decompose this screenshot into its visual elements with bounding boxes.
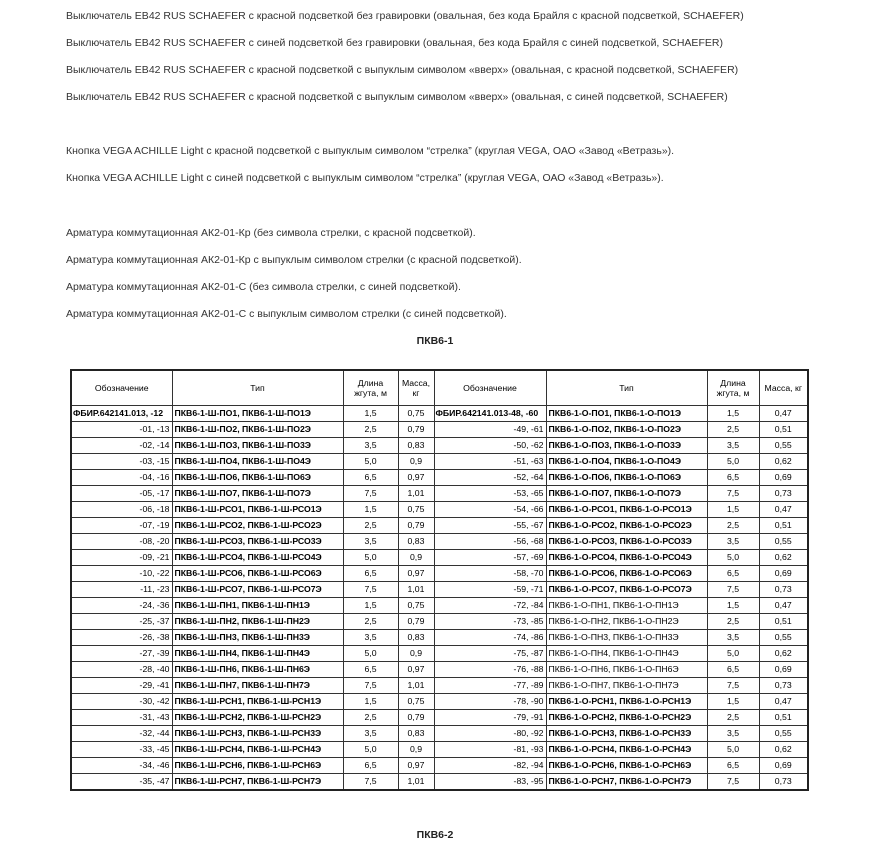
text-line-4: Выключатель ЕВ42 RUS SCHAEFER с красной подсветкой с выпуклым символом «вверх» (овальная, с синей подсветкой, SCHAEFER): [66, 91, 728, 103]
cell-designation-2: -75, -87: [434, 646, 546, 662]
cell-designation-2: -52, -64: [434, 470, 546, 486]
table-row: [71, 710, 808, 726]
cell-type: ПКВ6-1-Ш-ПН1, ПКВ6-1-Ш-ПН1Э: [172, 598, 343, 614]
cell-type-2: ПКВ6-1-О-РСН6, ПКВ6-1-О-РСН6Э: [546, 758, 707, 774]
cell-length-2: 1,5: [707, 502, 759, 518]
cell-type: ПКВ6-1-Ш-ПО4, ПКВ6-1-Ш-ПО4Э: [172, 454, 343, 470]
table-row: [71, 758, 808, 774]
cell-length: 5,0: [343, 454, 398, 470]
cell-mass-2: 0,55: [759, 630, 808, 646]
cell-mass-2: 0,47: [759, 502, 808, 518]
cell-designation: -03, -15: [71, 454, 172, 470]
cell-type-2: ПКВ6-1-О-ПО1, ПКВ6-1-О-ПО1Э: [546, 406, 707, 422]
cell-type: ПКВ6-1-Ш-РСО7, ПКВ6-1-Ш-РСО7Э: [172, 582, 343, 598]
cell-designation: -09, -21: [71, 550, 172, 566]
cell-mass: 0,75: [398, 502, 434, 518]
cell-length-2: 3,5: [707, 630, 759, 646]
cell-type-2: ПКВ6-1-О-ПО2, ПКВ6-1-О-ПО2Э: [546, 422, 707, 438]
text-line-8: Арматура коммутационная АК2-01-Кр с выпуклым символом стрелки (с красной подсветкой).: [66, 254, 522, 266]
cell-length-2: 6,5: [707, 662, 759, 678]
table-row: [71, 598, 808, 614]
cell-length: 5,0: [343, 646, 398, 662]
cell-length-2: 6,5: [707, 758, 759, 774]
cell-length: 2,5: [343, 614, 398, 630]
cell-designation: -31, -43: [71, 710, 172, 726]
text-line-7: Арматура коммутационная АК2-01-Кр (без символа стрелки, с красной подсветкой).: [66, 227, 476, 239]
cell-designation: -34, -46: [71, 758, 172, 774]
cell-length-2: 7,5: [707, 486, 759, 502]
cell-mass: 0,83: [398, 630, 434, 646]
cell-type-2: ПКВ6-1-О-РСН3, ПКВ6-1-О-РСН3Э: [546, 726, 707, 742]
cell-designation-2: -79, -91: [434, 710, 546, 726]
cell-mass: 0,79: [398, 614, 434, 630]
text-line-6: Кнопка VEGA ACHILLE Light с синей подсветкой с выпуклым символом “стрелка” (круглая VEGA, ОАО «Завод «Ветразь»).: [66, 172, 664, 184]
table-header-row: [71, 370, 808, 406]
cell-length: 7,5: [343, 486, 398, 502]
cell-length-2: 5,0: [707, 742, 759, 758]
cell-length-2: 5,0: [707, 646, 759, 662]
table-body: [71, 406, 808, 791]
cell-designation: -24, -36: [71, 598, 172, 614]
cell-mass-2: 0,73: [759, 582, 808, 598]
cell-mass: 0,9: [398, 742, 434, 758]
cell-length-2: 2,5: [707, 614, 759, 630]
table-row: [71, 614, 808, 630]
cell-designation-2: -73, -85: [434, 614, 546, 630]
cell-mass-2: 0,62: [759, 742, 808, 758]
cell-designation: -35, -47: [71, 774, 172, 791]
text-line-3: Выключатель ЕВ42 RUS SCHAEFER с красной подсветкой с выпуклым символом «вверх» (овальная, с красной подсветкой, SCHAEFER): [66, 64, 739, 76]
cell-mass: 0,79: [398, 422, 434, 438]
cell-type: ПКВ6-1-Ш-РСО6, ПКВ6-1-Ш-РСО6Э: [172, 566, 343, 582]
cell-mass: 0,83: [398, 438, 434, 454]
cell-type-2: ПКВ6-1-О-РСН4, ПКВ6-1-О-РСН4Э: [546, 742, 707, 758]
cell-mass: 0,9: [398, 454, 434, 470]
cell-type: ПКВ6-1-Ш-РСО2, ПКВ6-1-Ш-РСО2Э: [172, 518, 343, 534]
cell-length: 3,5: [343, 438, 398, 454]
cell-length-2: 6,5: [707, 470, 759, 486]
cell-length: 1,5: [343, 502, 398, 518]
cell-mass-2: 0,73: [759, 774, 808, 791]
cell-type: ПКВ6-1-Ш-РСО1, ПКВ6-1-Ш-РСО1Э: [172, 502, 343, 518]
cell-length-2: 2,5: [707, 518, 759, 534]
text-line-5: Кнопка VEGA ACHILLE Light с красной подсветкой с выпуклым символом “стрелка” (круглая VEGA, ОАО «Завод «Ветразь»).: [66, 145, 675, 157]
table-row: [71, 694, 808, 710]
cell-designation-2: -72, -84: [434, 598, 546, 614]
cell-mass-2: 0,47: [759, 694, 808, 710]
table-row: [71, 678, 808, 694]
cell-designation-2: -56, -68: [434, 534, 546, 550]
cell-length: 1,5: [343, 406, 398, 422]
cell-mass: 1,01: [398, 486, 434, 502]
table-row: [71, 774, 808, 791]
cell-designation-2: -53, -65: [434, 486, 546, 502]
cell-designation: -05, -17: [71, 486, 172, 502]
col-header-mass-2: Масса, кг: [759, 370, 808, 406]
cell-length-2: 1,5: [707, 694, 759, 710]
cell-mass-2: 0,62: [759, 454, 808, 470]
table-row: [71, 422, 808, 438]
table-row: [71, 726, 808, 742]
cell-type-2: ПКВ6-1-О-РСО4, ПКВ6-1-О-РСО4Э: [546, 550, 707, 566]
cell-type-2: ПКВ6-1-О-РСН2, ПКВ6-1-О-РСН2Э: [546, 710, 707, 726]
col-header-type: Тип: [172, 370, 343, 406]
col-header-designation: Обозначение: [71, 370, 172, 406]
cell-length: 3,5: [343, 726, 398, 742]
cell-type: ПКВ6-1-Ш-ПН2, ПКВ6-1-Ш-ПН2Э: [172, 614, 343, 630]
cell-mass: 0,9: [398, 646, 434, 662]
cell-mass-2: 0,55: [759, 726, 808, 742]
cell-designation-2: -58, -70: [434, 566, 546, 582]
cell-type-2: ПКВ6-1-О-ПН7, ПКВ6-1-О-ПН7Э: [546, 678, 707, 694]
cell-length-2: 3,5: [707, 438, 759, 454]
cell-designation-2: -54, -66: [434, 502, 546, 518]
cell-designation: -02, -14: [71, 438, 172, 454]
cell-type: ПКВ6-1-Ш-ПН4, ПКВ6-1-Ш-ПН4Э: [172, 646, 343, 662]
cell-mass-2: 0,69: [759, 662, 808, 678]
table-row: [71, 454, 808, 470]
table-row: [71, 630, 808, 646]
cell-type-2: ПКВ6-1-О-РСН1, ПКВ6-1-О-РСН1Э: [546, 694, 707, 710]
cell-designation: -33, -45: [71, 742, 172, 758]
col-header-type-2: Тип: [546, 370, 707, 406]
cell-mass: 0,97: [398, 662, 434, 678]
cell-length: 2,5: [343, 518, 398, 534]
cell-type: ПКВ6-1-Ш-РСН4, ПКВ6-1-Ш-РСН4Э: [172, 742, 343, 758]
cell-mass-2: 0,55: [759, 438, 808, 454]
cell-length: 1,5: [343, 694, 398, 710]
cell-mass: 0,97: [398, 470, 434, 486]
cell-type-2: ПКВ6-1-О-РСН7, ПКВ6-1-О-РСН7Э: [546, 774, 707, 791]
cell-mass-2: 0,62: [759, 646, 808, 662]
cell-designation-2: -81, -93: [434, 742, 546, 758]
cell-type-2: ПКВ6-1-О-ПО7, ПКВ6-1-О-ПО7Э: [546, 486, 707, 502]
cell-type: ПКВ6-1-Ш-РСН6, ПКВ6-1-Ш-РСН6Э: [172, 758, 343, 774]
cell-length: 6,5: [343, 470, 398, 486]
cell-mass: 1,01: [398, 774, 434, 791]
cell-designation-2: -50, -62: [434, 438, 546, 454]
cell-length: 6,5: [343, 758, 398, 774]
cell-length-2: 7,5: [707, 774, 759, 791]
cell-length: 2,5: [343, 710, 398, 726]
cell-designation-2: -77, -89: [434, 678, 546, 694]
cell-type-2: ПКВ6-1-О-ПН4, ПКВ6-1-О-ПН4Э: [546, 646, 707, 662]
cell-designation-2: -55, -67: [434, 518, 546, 534]
cell-length: 3,5: [343, 534, 398, 550]
cell-mass-2: 0,55: [759, 534, 808, 550]
col-header-designation-2: Обозначение: [434, 370, 546, 406]
table-row: [71, 550, 808, 566]
cell-mass: 0,9: [398, 550, 434, 566]
cell-designation-2: -82, -94: [434, 758, 546, 774]
cell-mass: 1,01: [398, 678, 434, 694]
cell-type: ПКВ6-1-Ш-ПО1, ПКВ6-1-Ш-ПО1Э: [172, 406, 343, 422]
cell-type: ПКВ6-1-Ш-ПО2, ПКВ6-1-Ш-ПО2Э: [172, 422, 343, 438]
cell-length-2: 2,5: [707, 422, 759, 438]
cell-mass: 0,83: [398, 726, 434, 742]
cell-designation: -27, -39: [71, 646, 172, 662]
cell-length-2: 5,0: [707, 550, 759, 566]
cell-mass-2: 0,51: [759, 710, 808, 726]
cell-type-2: ПКВ6-1-О-ПН1, ПКВ6-1-О-ПН1Э: [546, 598, 707, 614]
cell-mass-2: 0,51: [759, 614, 808, 630]
cell-length: 7,5: [343, 774, 398, 791]
cell-length: 2,5: [343, 422, 398, 438]
cell-type: ПКВ6-1-Ш-ПН3, ПКВ6-1-Ш-ПН3Э: [172, 630, 343, 646]
section-heading-pkv6-1: ПКВ6-1: [416, 335, 454, 347]
cell-type-2: ПКВ6-1-О-РСО6, ПКВ6-1-О-РСО6Э: [546, 566, 707, 582]
cell-designation: -32, -44: [71, 726, 172, 742]
col-header-length-2: Длина жгута, м: [707, 370, 759, 406]
cell-length-2: 1,5: [707, 598, 759, 614]
text-line-10: Арматура коммутационная АК2-01-С с выпуклым символом стрелки (с синей подсветкой).: [66, 308, 507, 320]
cell-type-2: ПКВ6-1-О-РСО3, ПКВ6-1-О-РСО3Э: [546, 534, 707, 550]
cell-length-2: 7,5: [707, 582, 759, 598]
cell-length: 7,5: [343, 582, 398, 598]
cell-type: ПКВ6-1-Ш-ПН7, ПКВ6-1-Ш-ПН7Э: [172, 678, 343, 694]
cell-type: ПКВ6-1-Ш-ПН6, ПКВ6-1-Ш-ПН6Э: [172, 662, 343, 678]
cell-mass-2: 0,73: [759, 678, 808, 694]
cell-type: ПКВ6-1-Ш-РСО4, ПКВ6-1-Ш-РСО4Э: [172, 550, 343, 566]
cell-type-2: ПКВ6-1-О-РСО2, ПКВ6-1-О-РСО2Э: [546, 518, 707, 534]
cell-designation-2: ФБИР.642141.013-48, -60: [434, 406, 546, 422]
table-row: [71, 566, 808, 582]
cell-designation: ФБИР.642141.013, -12: [71, 406, 172, 422]
cell-designation: -04, -16: [71, 470, 172, 486]
cell-type-2: ПКВ6-1-О-ПН2, ПКВ6-1-О-ПН2Э: [546, 614, 707, 630]
cell-mass-2: 0,47: [759, 598, 808, 614]
cell-type-2: ПКВ6-1-О-ПО4, ПКВ6-1-О-ПО4Э: [546, 454, 707, 470]
cell-mass-2: 0,62: [759, 550, 808, 566]
cell-mass: 0,75: [398, 598, 434, 614]
table-row: [71, 646, 808, 662]
cell-type-2: ПКВ6-1-О-ПН6, ПКВ6-1-О-ПН6Э: [546, 662, 707, 678]
cell-type-2: ПКВ6-1-О-РСО7, ПКВ6-1-О-РСО7Э: [546, 582, 707, 598]
cell-designation-2: -57, -69: [434, 550, 546, 566]
table-row: [71, 582, 808, 598]
cell-designation: -01, -13: [71, 422, 172, 438]
cell-designation-2: -78, -90: [434, 694, 546, 710]
cell-length-2: 7,5: [707, 678, 759, 694]
cell-type-2: ПКВ6-1-О-ПО3, ПКВ6-1-О-ПО3Э: [546, 438, 707, 454]
cell-type: ПКВ6-1-Ш-РСН7, ПКВ6-1-Ш-РСН7Э: [172, 774, 343, 791]
cell-designation-2: -49, -61: [434, 422, 546, 438]
table-row: [71, 518, 808, 534]
cell-type: ПКВ6-1-Ш-РСН1, ПКВ6-1-Ш-РСН1Э: [172, 694, 343, 710]
table-row: [71, 742, 808, 758]
cell-mass-2: 0,47: [759, 406, 808, 422]
col-header-mass: Масса, кг: [398, 370, 434, 406]
cell-mass: 0,75: [398, 406, 434, 422]
cell-type: ПКВ6-1-Ш-ПО6, ПКВ6-1-Ш-ПО6Э: [172, 470, 343, 486]
cell-length: 5,0: [343, 550, 398, 566]
cell-designation: -28, -40: [71, 662, 172, 678]
cell-mass: 0,75: [398, 694, 434, 710]
cell-designation: -30, -42: [71, 694, 172, 710]
cell-designation-2: -59, -71: [434, 582, 546, 598]
cell-mass-2: 0,51: [759, 518, 808, 534]
text-line-1: Выключатель ЕВ42 RUS SCHAEFER с красной подсветкой без гравировки (овальная, без кода Брайля с красной подсветкой, SCHAEFER): [66, 10, 744, 22]
cell-designation: -08, -20: [71, 534, 172, 550]
cell-mass: 0,79: [398, 518, 434, 534]
table-row: [71, 662, 808, 678]
cell-mass-2: 0,73: [759, 486, 808, 502]
cell-mass-2: 0,69: [759, 470, 808, 486]
cell-designation-2: -76, -88: [434, 662, 546, 678]
cell-length-2: 1,5: [707, 406, 759, 422]
cell-length: 1,5: [343, 598, 398, 614]
cell-mass-2: 0,69: [759, 758, 808, 774]
cell-designation-2: -51, -63: [434, 454, 546, 470]
cell-length-2: 2,5: [707, 710, 759, 726]
cell-type: ПКВ6-1-Ш-РСН3, ПКВ6-1-Ш-РСН3Э: [172, 726, 343, 742]
cell-mass: 0,79: [398, 710, 434, 726]
cell-designation-2: -74, -86: [434, 630, 546, 646]
table-row: [71, 534, 808, 550]
cell-type-2: ПКВ6-1-О-ПН3, ПКВ6-1-О-ПН3Э: [546, 630, 707, 646]
cell-mass: 1,01: [398, 582, 434, 598]
cell-type: ПКВ6-1-Ш-ПО7, ПКВ6-1-Ш-ПО7Э: [172, 486, 343, 502]
cell-designation: -29, -41: [71, 678, 172, 694]
cell-length: 6,5: [343, 566, 398, 582]
cell-length-2: 3,5: [707, 726, 759, 742]
cell-designation: -26, -38: [71, 630, 172, 646]
table-row: [71, 470, 808, 486]
cell-mass-2: 0,69: [759, 566, 808, 582]
cell-type: ПКВ6-1-Ш-ПО3, ПКВ6-1-Ш-ПО3Э: [172, 438, 343, 454]
cell-length: 5,0: [343, 742, 398, 758]
cell-length-2: 3,5: [707, 534, 759, 550]
cell-designation: -10, -22: [71, 566, 172, 582]
cell-type-2: ПКВ6-1-О-РСО1, ПКВ6-1-О-РСО1Э: [546, 502, 707, 518]
cell-designation: -07, -19: [71, 518, 172, 534]
cell-length-2: 5,0: [707, 454, 759, 470]
cell-mass-2: 0,51: [759, 422, 808, 438]
cell-mass: 0,97: [398, 566, 434, 582]
cell-length-2: 6,5: [707, 566, 759, 582]
col-header-length: Длина жгута, м: [343, 370, 398, 406]
cell-mass: 0,97: [398, 758, 434, 774]
table-row: [71, 406, 808, 422]
cell-designation: -25, -37: [71, 614, 172, 630]
cell-type: ПКВ6-1-Ш-РСН2, ПКВ6-1-Ш-РСН2Э: [172, 710, 343, 726]
cell-type: ПКВ6-1-Ш-РСО3, ПКВ6-1-Ш-РСО3Э: [172, 534, 343, 550]
cell-length: 3,5: [343, 630, 398, 646]
spec-table: [70, 369, 809, 791]
cell-mass: 0,83: [398, 534, 434, 550]
text-line-2: Выключатель ЕВ42 RUS SCHAEFER с синей подсветкой без гравировки (овальная, без кода Брайля с синей подсветкой, SCHAEFER): [66, 37, 723, 49]
table-row: [71, 486, 808, 502]
table-row: [71, 438, 808, 454]
text-line-9: Арматура коммутационная АК2-01-С (без символа стрелки, с синей подсветкой).: [66, 281, 461, 293]
cell-type-2: ПКВ6-1-О-ПО6, ПКВ6-1-О-ПО6Э: [546, 470, 707, 486]
cell-designation: -11, -23: [71, 582, 172, 598]
cell-designation-2: -83, -95: [434, 774, 546, 791]
cell-designation: -06, -18: [71, 502, 172, 518]
table-row: [71, 502, 808, 518]
cell-length: 6,5: [343, 662, 398, 678]
section-heading-pkv6-2: ПКВ6-2: [416, 829, 454, 841]
cell-designation-2: -80, -92: [434, 726, 546, 742]
cell-length: 7,5: [343, 678, 398, 694]
